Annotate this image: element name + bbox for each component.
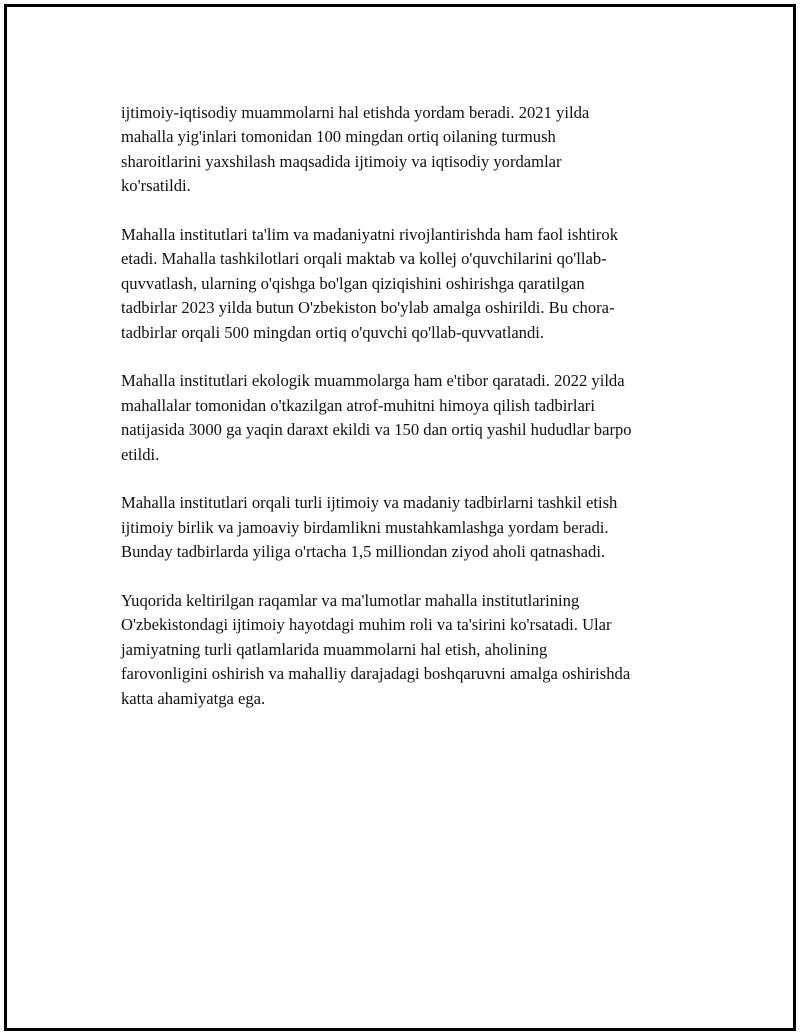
text-line: mahallalar tomonidan o'tkazilgan atrof-muhitni himoya qilish tadbirlari	[121, 395, 595, 415]
text-line: Bunday tadbirlarda yiliga o'rtacha 1,5 milliondan ziyod aholi qatnashadi.	[121, 542, 606, 562]
text-line: ko'rsatildi.	[121, 176, 191, 196]
text-line: katta ahamiyatga ega.	[121, 688, 266, 708]
text-line: Mahalla institutlari orqali turli ijtimoiy va madaniy tadbirlarni tashkil etish	[121, 493, 618, 513]
text-line: tadbirlar orqali 500 mingdan ortiq o'quvchi qo'llab-quvvatlandi.	[121, 322, 545, 342]
text-line: mahalla yig'inlari tomonidan 100 mingdan ortiq oilaning turmush	[121, 127, 556, 147]
text-line: Mahalla institutlari ta'lim va madaniyatni rivojlantirishda ham faol ishtirok	[121, 225, 619, 245]
text-line: quvvatlash, ularning o'qishga bo'lgan qiziqishini oshirishga qaratilgan	[121, 273, 585, 293]
paragraph-3	[121, 369, 696, 467]
text-line: sharoitlarini yaxshilash maqsadida ijtimoiy va iqtisodiy yordamlar	[121, 151, 562, 171]
text-line: etildi.	[121, 444, 160, 464]
text-line: tadbirlar 2023 yilda butun O'zbekiston bo'ylab amalga oshirildi. Bu chora-	[121, 298, 615, 318]
paragraph-4	[121, 491, 696, 564]
text-line: ijtimoiy-iqtisodiy muammolarni hal etishda yordam beradi. 2021 yilda	[121, 103, 590, 122]
text-line: ijtimoiy birlik va jamoaviy birdamlikni mustahkamlashga yordam beradi.	[121, 517, 609, 537]
document-page	[4, 4, 796, 1031]
paragraph-5	[121, 589, 696, 711]
text-line: farovonligini oshirish va mahalliy darajadagi boshqaruvni amalga oshirishda	[121, 664, 631, 684]
text-line: etadi. Mahalla tashkilotlari orqali maktab va kollej o'quvchilarini qo'llab-	[121, 249, 607, 269]
text-line: O'zbekistondagi ijtimoiy hayotdagi muhim roli va ta'sirini ko'rsatadi. Ular	[121, 615, 612, 635]
text-line: Yuqorida keltirilgan raqamlar va ma'lumotlar mahalla institutlarining	[121, 591, 580, 611]
document-body	[121, 101, 696, 735]
paragraph-1	[121, 101, 696, 199]
text-line: natijasida 3000 ga yaqin daraxt ekildi va 150 dan ortiq yashil hududlar barpo	[121, 420, 632, 440]
text-line: jamiyatning turli qatlamlarida muammolarni hal etish, aholining	[121, 639, 548, 659]
text-line: Mahalla institutlari ekologik muammolarga ham e'tibor qaratadi. 2022 yilda	[121, 371, 625, 391]
paragraph-2	[121, 223, 696, 345]
